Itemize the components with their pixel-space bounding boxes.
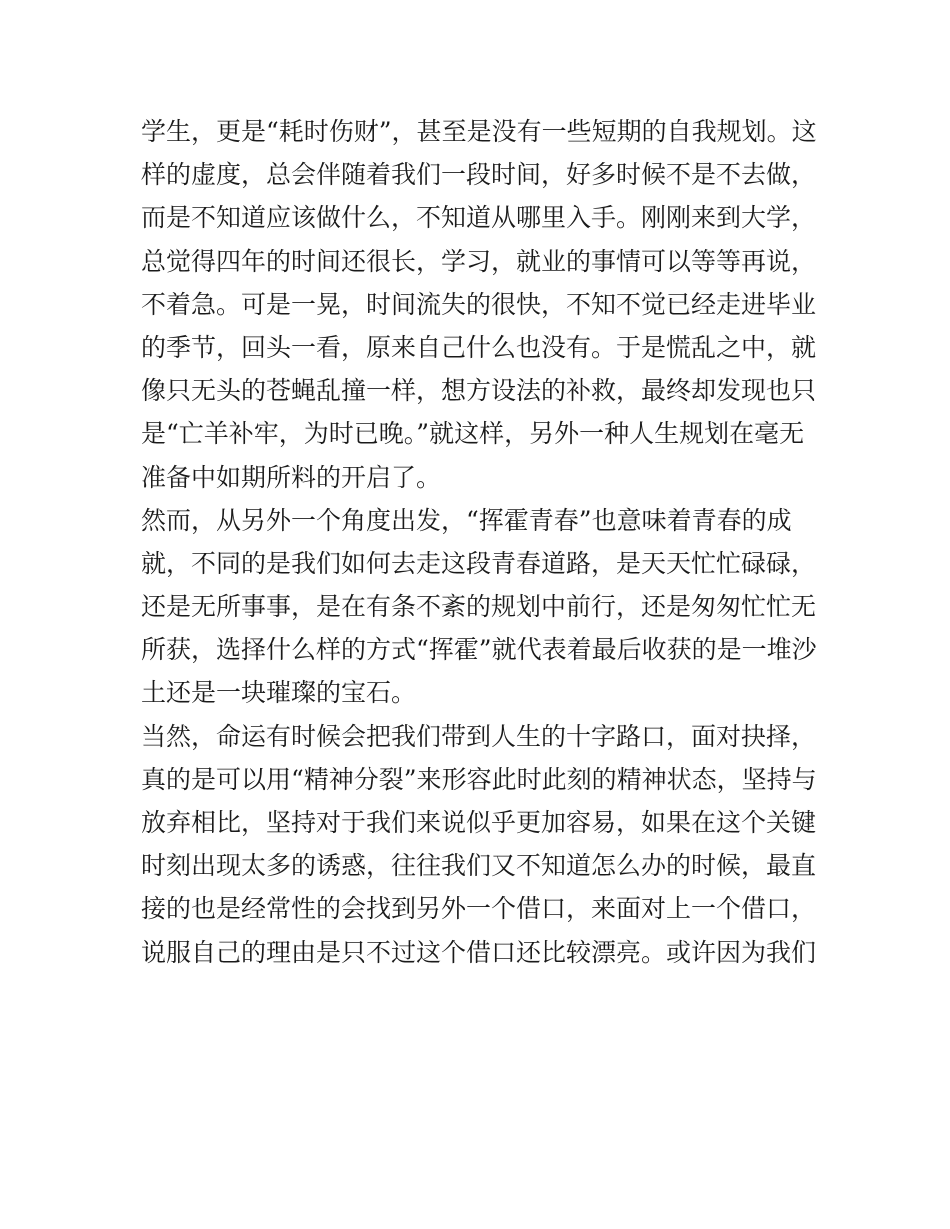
text-line: 说服自己的理由是只不过这个借口还比较漂亮。或许因为我们 xyxy=(141,937,817,967)
body-text xyxy=(141,110,821,974)
text-line: 所获，选择什么样的方式“挥霍”就代表着最后收获的是一堆沙 xyxy=(141,635,817,665)
text-line: 准备中如期所料的开启了。 xyxy=(141,462,442,492)
text-line: 就，不同的是我们如何去走这段青春道路，是天天忙忙碌碌， xyxy=(141,548,817,578)
text-line: 接的也是经常性的会找到另外一个借口，来面对上一个借口， xyxy=(141,894,817,924)
text-line: 土还是一块璀璨的宝石。 xyxy=(141,678,417,708)
text-line: 样的虚度，总会伴随着我们一段时间，好多时候不是不去做， xyxy=(141,160,817,190)
text-line: 学生，更是“耗时伤财”，甚至是没有一些短期的自我规划。这 xyxy=(141,117,817,146)
text-line: 然而，从另外一个角度出发，“挥霍青春”也意味着青春的成 xyxy=(141,505,792,535)
text-line: 放弃相比，坚持对于我们来说似乎更加容易，如果在这个关键 xyxy=(141,808,817,837)
text-line: 还是无所事事，是在有条不紊的规划中前行，还是匆匆忙忙无 xyxy=(141,592,817,622)
text-line: 总觉得四年的时间还很长，学习，就业的事情可以等等再说， xyxy=(141,246,817,276)
text-line: 是“亡羊补牢，为时已晚。”就这样，另外一种人生规划在毫无 xyxy=(141,419,805,449)
text-line: 不着急。可是一晃，时间流失的很快，不知不觉已经走进毕业 xyxy=(141,289,817,319)
text-line: 的季节，回头一看，原来自己什么也没有。于是慌乱之中，就 xyxy=(141,332,817,362)
text-line: 而是不知道应该做什么，不知道从哪里入手。刚刚来到大学， xyxy=(141,203,817,233)
text-line: 像只无头的苍蝇乱撞一样，想方设法的补救，最终却发现也只 xyxy=(141,376,817,406)
text-line: 真的是可以用“精神分裂”来形容此时此刻的精神状态，坚持与 xyxy=(141,764,817,794)
text-line: 时刻出现太多的诱惑，往往我们又不知道怎么办的时候，最直 xyxy=(141,851,817,881)
text-line: 当然，命运有时候会把我们带到人生的十字路口，面对抉择， xyxy=(141,721,817,751)
